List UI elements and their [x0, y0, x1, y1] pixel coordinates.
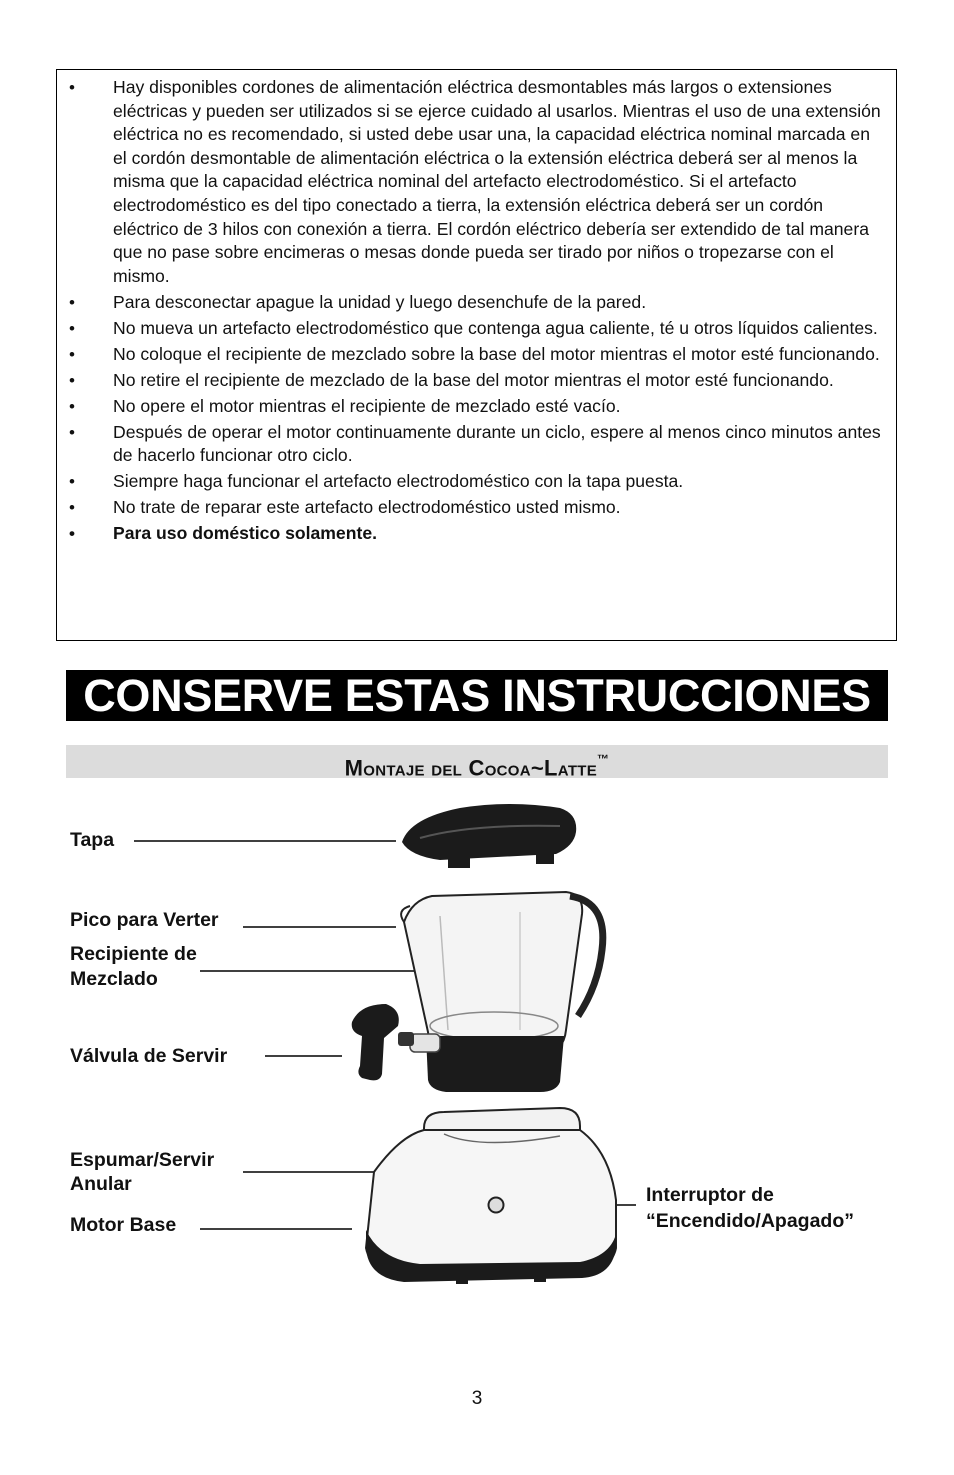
- label-espumar-line1: Espumar/Servir: [70, 1149, 215, 1171]
- section-heading-text: Montaje del Cocoa~Latte: [344, 755, 598, 781]
- safety-item: • No trate de reparar este artefacto electrodoméstico usted mismo.: [57, 496, 884, 520]
- page-title: CONSERVE ESTAS INSTRUCCIONES: [66, 670, 888, 721]
- label-interruptor-line1: Interruptor de: [646, 1184, 774, 1206]
- safety-item: • No mueva un artefacto electrodoméstico que contenga agua caliente, té u otros líquidos calientes.: [57, 317, 884, 341]
- safety-item: • Para desconectar apague la unidad y luego desenchufe de la pared.: [57, 291, 884, 315]
- safety-list: [57, 70, 896, 546]
- label-interruptor-line2: “Encendido/Apagado”: [646, 1210, 855, 1232]
- label-pico-para-verter: Pico para Verter: [70, 909, 219, 931]
- safety-item: • Hay disponibles cordones de alimentación eléctrica desmontables más largos o extensiones eléctricas y pueden ser utilizados si se ejerce cuidado al usarlos. Mientras el uso de una extensión eléctrica no es recomendado, si usted debe usar una, la capacidad eléctrica nominal marcada en el cordón desmontable de alimentación eléctrica o la extensión eléctrica deberá ser al menos la misma que la capacidad eléctrica nominal del artefacto electrodoméstico. Si el artefacto electrodoméstico es del tipo conectado a tierra, la extensión eléctrica deberá ser un cordón eléctrico de 3 hilos con conexión a tierra. El cordón eléctrico debería ser extendido de tal manera que no pase sobre encimeras o mesas donde pueda ser tirado por niños o tropezarse con el mismo.: [57, 76, 884, 288]
- serving-valve-illustration: [352, 1004, 414, 1080]
- label-espumar-line2: Anular: [70, 1173, 132, 1195]
- safety-item: • No opere el motor mientras el recipiente de mezclado esté vacío.: [57, 395, 884, 419]
- section-heading: [66, 745, 888, 781]
- assembly-diagram: [0, 790, 954, 1310]
- safety-item: • Siempre haga funcionar el artefacto electrodoméstico con la tapa puesta.: [57, 470, 884, 494]
- label-recipiente-line1: Recipiente de: [70, 943, 197, 965]
- motor-base-illustration: [366, 1108, 616, 1284]
- safety-item: • Después de operar el motor continuamente durante un ciclo, espere al menos cinco minutos antes de hacerlo funcionar otro ciclo.: [57, 421, 884, 468]
- safety-item: • No retire el recipiente de mezclado de la base del motor mientras el motor esté funcionando.: [57, 369, 884, 393]
- safety-item: • No coloque el recipiente de mezclado sobre la base del motor mientras el motor esté funcionando.: [57, 343, 884, 367]
- label-recipiente-line2: Mezclado: [70, 968, 158, 990]
- mixing-container-illustration: [401, 892, 603, 1092]
- label-motor-base: Motor Base: [70, 1214, 177, 1236]
- safety-warnings-box: [56, 69, 897, 641]
- trademark-symbol: ™: [597, 752, 610, 766]
- label-valvula-de-servir: Válvula de Servir: [70, 1045, 228, 1067]
- lid-illustration: [402, 804, 576, 868]
- safety-item-household: • Para uso doméstico solamente.: [57, 522, 884, 546]
- page-number: 3: [471, 1388, 483, 1409]
- label-tapa: Tapa: [70, 829, 115, 851]
